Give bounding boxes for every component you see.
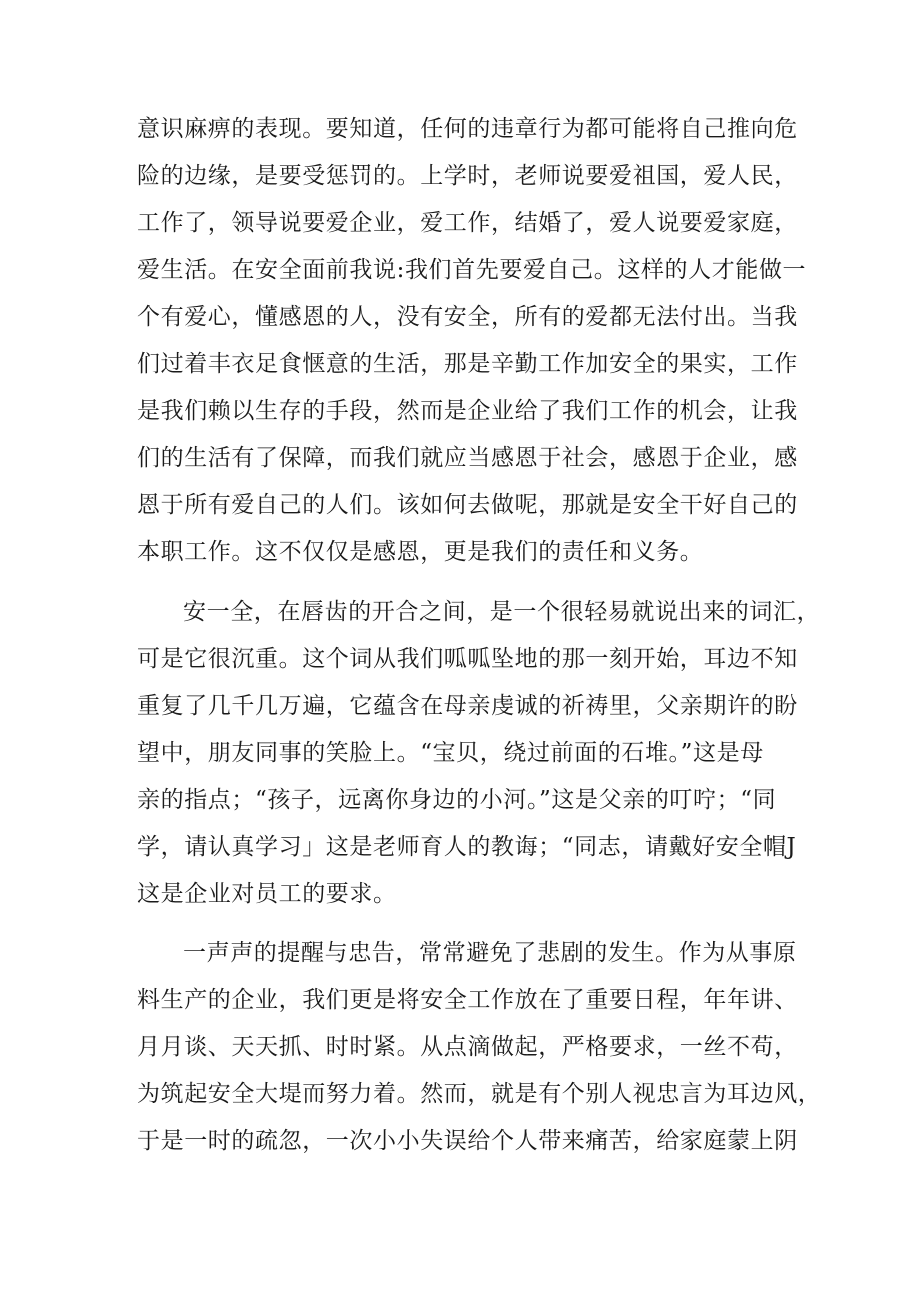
text-line: 险的边缘，是要受惩罚的。上学时，老师说要爱祖国，爱人民， [137,163,798,189]
text-line: 重复了几千几万遍，它蕴含在母亲虔诚的祈祷里，父亲期许的盼 [137,693,798,719]
text-line: 一声声的提醒与忠告，常常避免了悲剧的发生。作为从事原 [183,940,797,966]
text-line: 安一全，在唇齿的开合之间，是一个很轻易就说出来的词汇， [183,599,821,625]
paragraph-1 [137,106,807,576]
text-line: 们的生活有了保障，而我们就应当感恩于社会，感恩于企业，感 [137,445,798,471]
text-line: 们过着丰衣足食惬意的生活，那是辛勤工作加安全的果实，工作 [137,351,798,377]
text-line: 恩于所有爱自己的人们。该如何去做呢，那就是安全干好自己的 [137,492,798,518]
text-line: 望中，朋友同事的笑脸上。“宝贝，绕过前面的石堆。”这是母 [137,740,764,766]
text-line: 学，请认真学习」这是老师育人的教诲；“同志，请戴好安全帽J [137,834,797,860]
text-line: 爱生活。在安全面前我说:我们首先要爱自己。这样的人才能做一 [137,257,807,283]
text-line: 月月谈、天天抓、时时紧。从点滴做起，严格要求，一丝不苟， [137,1034,798,1060]
text-line: 是我们赖以生存的手段，然而是企业给了我们工作的机会，让我 [137,398,798,424]
text-line: 这是企业对员工的要求。 [137,881,397,907]
text-line: 工作了，领导说要爱企业，爱工作，结婚了，爱人说要爱家庭， [137,210,798,236]
text-line: 于是一时的疏忽，一次小小失误给个人带来痛苦，给家庭蒙上阴 [137,1128,798,1154]
text-line: 料生产的企业，我们更是将安全工作放在了重要日程，年年讲、 [137,987,798,1013]
text-line: 本职工作。这不仅仅是感恩，更是我们的责任和义务。 [137,539,704,565]
text-line: 为筑起安全大堤而努力着。然而，就是有个别人视忠言为耳边风， [137,1081,822,1107]
text-line: 可是它很沉重。这个词从我们呱呱坠地的那一刻开始，耳边不知 [137,646,798,672]
paragraph-2 [137,589,821,918]
text-line: 个有爱心，懂感恩的人，没有安全，所有的爱都无法付出。当我 [137,304,798,330]
paragraph-3 [137,930,822,1165]
text-line: 意识麻痹的表现。要知道，任何的违章行为都可能将自己推向危 [137,116,798,142]
text-line: 亲的指点；“孩子，远离你身边的小河。”这是父亲的叮咛；“同 [137,787,777,813]
